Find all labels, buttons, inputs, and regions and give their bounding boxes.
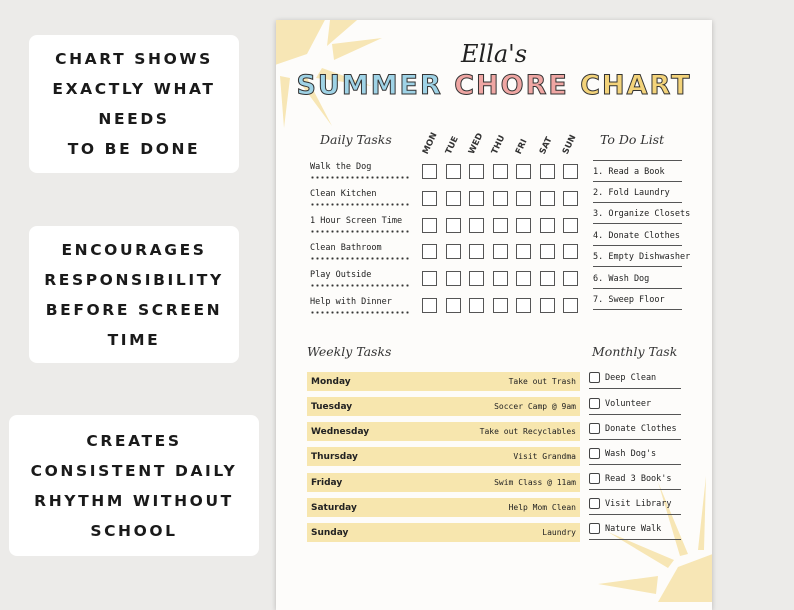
dotted-line xyxy=(310,257,410,260)
day-checkbox[interactable] xyxy=(422,298,437,313)
day-checkbox[interactable] xyxy=(422,271,437,286)
day-checkbox[interactable] xyxy=(516,164,531,179)
todo-rule xyxy=(593,309,682,310)
monthly-item-label: Nature Walk xyxy=(605,523,662,534)
day-header: THU xyxy=(489,133,508,156)
todo-rule xyxy=(593,223,682,224)
monthly-item-label: Deep Clean xyxy=(605,372,657,383)
daily-tasks-heading: Daily Tasks xyxy=(320,132,392,147)
day-checkbox[interactable] xyxy=(446,298,461,313)
monthly-rule xyxy=(589,414,681,415)
monthly-item xyxy=(589,448,656,459)
weekly-row xyxy=(307,372,580,391)
monthly-checkbox[interactable] xyxy=(589,473,600,484)
monthly-rule xyxy=(589,539,681,540)
daily-task-label: Walk the Dog xyxy=(310,162,372,172)
daily-task-label: Clean Bathroom xyxy=(310,243,382,253)
monthly-item xyxy=(589,498,672,509)
callout-line: TO BE DONE xyxy=(67,140,201,158)
monthly-item-label: Visit Library xyxy=(605,498,672,509)
day-checkbox[interactable] xyxy=(469,218,484,233)
day-checkbox[interactable] xyxy=(493,271,508,286)
day-header: SUN xyxy=(560,133,579,156)
day-checkbox[interactable] xyxy=(493,218,508,233)
callout-line: SCHOOL xyxy=(90,521,178,540)
weekly-day: Friday xyxy=(311,477,343,488)
todo-heading: To Do List xyxy=(600,132,665,147)
chore-chart-sheet xyxy=(276,20,712,610)
day-checkbox[interactable] xyxy=(516,218,531,233)
day-checkbox[interactable] xyxy=(446,271,461,286)
weekly-task: Take out Recyclables xyxy=(479,427,576,436)
callout-line: TIME xyxy=(107,330,161,349)
callout-line: ENCOURAGES xyxy=(61,240,207,259)
day-checkbox[interactable] xyxy=(540,271,555,286)
day-checkbox[interactable] xyxy=(422,164,437,179)
monthly-item xyxy=(589,372,656,383)
day-checkbox[interactable] xyxy=(493,244,508,259)
callout-card-2 xyxy=(29,226,239,363)
monthly-item xyxy=(589,423,677,434)
monthly-heading: Monthly Task xyxy=(592,344,678,359)
title-word: CHART xyxy=(580,70,692,101)
todo-item: 2. Fold Laundry xyxy=(593,188,670,198)
weekly-tasks-heading: Weekly Tasks xyxy=(307,344,392,359)
chart-title xyxy=(276,70,712,101)
title-word: SUMMER xyxy=(296,70,443,101)
weekly-day: Thursday xyxy=(311,451,358,462)
day-checkbox[interactable] xyxy=(563,271,578,286)
todo-rule xyxy=(593,288,682,289)
day-checkbox[interactable] xyxy=(540,164,555,179)
dotted-line xyxy=(310,176,410,179)
monthly-item-label: Volunteer xyxy=(605,398,652,409)
callout-line: CREATES xyxy=(86,431,182,450)
callout-line: CHART SHOWS xyxy=(55,50,213,68)
day-checkbox[interactable] xyxy=(516,298,531,313)
day-checkbox[interactable] xyxy=(493,298,508,313)
weekly-task: Laundry xyxy=(542,528,576,537)
todo-item: 5. Empty Dishwasher xyxy=(593,252,691,262)
weekly-day: Monday xyxy=(311,376,351,387)
weekly-day: Wednesday xyxy=(311,426,370,437)
weekly-row xyxy=(307,397,580,416)
day-checkbox[interactable] xyxy=(540,244,555,259)
dotted-line xyxy=(310,311,410,314)
monthly-item-label: Read 3 Book's xyxy=(605,473,672,484)
day-checkbox[interactable] xyxy=(469,164,484,179)
callout-card-3 xyxy=(9,415,259,556)
day-header: WED xyxy=(466,131,486,156)
day-header: MON xyxy=(420,131,440,156)
day-checkbox[interactable] xyxy=(516,191,531,206)
weekly-row xyxy=(307,498,580,517)
day-checkbox[interactable] xyxy=(563,191,578,206)
day-checkbox[interactable] xyxy=(516,244,531,259)
monthly-item-label: Donate Clothes xyxy=(605,423,677,434)
weekly-task: Soccer Camp @ 9am xyxy=(494,402,576,411)
todo-rule xyxy=(593,266,682,267)
day-checkbox[interactable] xyxy=(469,191,484,206)
day-checkbox[interactable] xyxy=(422,218,437,233)
weekly-row xyxy=(307,473,580,492)
callout-line: BEFORE SCREEN xyxy=(45,300,223,319)
monthly-item-label: Wash Dog's xyxy=(605,448,657,459)
weekly-task: Visit Grandma xyxy=(513,452,576,461)
todo-item: 1. Read a Book xyxy=(593,167,665,177)
day-checkbox[interactable] xyxy=(540,191,555,206)
dotted-line xyxy=(310,284,410,287)
weekly-day: Saturday xyxy=(311,502,357,513)
day-checkbox[interactable] xyxy=(563,218,578,233)
day-header: SAT xyxy=(537,135,555,156)
daily-task-label: Play Outside xyxy=(310,270,372,280)
dotted-line xyxy=(310,203,410,206)
day-checkbox[interactable] xyxy=(446,218,461,233)
todo-item: 7. Sweep Floor xyxy=(593,295,665,305)
weekly-task: Help Mom Clean xyxy=(508,503,576,512)
todo-item: 3. Organize Closets xyxy=(593,209,691,219)
monthly-rule xyxy=(589,489,681,490)
day-checkbox[interactable] xyxy=(469,244,484,259)
day-checkbox[interactable] xyxy=(446,191,461,206)
monthly-rule xyxy=(589,388,681,389)
weekly-row xyxy=(307,447,580,466)
weekly-task: Swim Class @ 11am xyxy=(494,478,576,487)
monthly-rule xyxy=(589,514,681,515)
monthly-checkbox[interactable] xyxy=(589,498,600,509)
day-checkbox[interactable] xyxy=(540,218,555,233)
weekly-day: Tuesday xyxy=(311,401,353,412)
day-checkbox[interactable] xyxy=(446,244,461,259)
weekly-row xyxy=(307,422,580,441)
weekly-row xyxy=(307,523,580,542)
day-header: FRI xyxy=(513,137,530,156)
weekly-day: Sunday xyxy=(311,527,349,538)
monthly-item xyxy=(589,473,672,484)
day-checkbox[interactable] xyxy=(422,191,437,206)
todo-rule xyxy=(593,181,682,182)
monthly-checkbox[interactable] xyxy=(589,523,600,534)
monthly-checkbox[interactable] xyxy=(589,448,600,459)
callout-line: RESPONSIBILITY xyxy=(44,270,224,289)
day-checkbox[interactable] xyxy=(516,271,531,286)
monthly-rule xyxy=(589,439,681,440)
day-header: TUE xyxy=(443,134,461,156)
monthly-checkbox[interactable] xyxy=(589,398,600,409)
todo-rule xyxy=(593,160,682,161)
dotted-line xyxy=(310,230,410,233)
daily-task-label: 1 Hour Screen Time xyxy=(310,216,403,226)
sun-corner-icon xyxy=(588,472,712,602)
callout-card-1 xyxy=(29,35,239,173)
callout-line: NEEDS xyxy=(98,110,170,128)
monthly-checkbox[interactable] xyxy=(589,372,600,383)
day-checkbox[interactable] xyxy=(563,244,578,259)
day-checkbox[interactable] xyxy=(422,244,437,259)
day-checkbox[interactable] xyxy=(469,271,484,286)
monthly-item xyxy=(589,398,651,409)
child-name: Ella's xyxy=(460,40,528,68)
day-checkbox[interactable] xyxy=(493,164,508,179)
day-checkbox[interactable] xyxy=(563,298,578,313)
callout-line: EXACTLY WHAT xyxy=(52,80,216,98)
monthly-item xyxy=(589,523,661,534)
todo-rule xyxy=(593,245,682,246)
monthly-checkbox[interactable] xyxy=(589,423,600,434)
todo-item: 6. Wash Dog xyxy=(593,274,650,284)
day-checkbox[interactable] xyxy=(540,298,555,313)
weekly-task: Take out Trash xyxy=(508,377,576,386)
callout-line: RHYTHM WITHOUT xyxy=(34,491,234,510)
daily-task-label: Clean Kitchen xyxy=(310,189,377,199)
day-checkbox[interactable] xyxy=(469,298,484,313)
monthly-rule xyxy=(589,464,681,465)
callout-line: CONSISTENT DAILY xyxy=(30,461,238,480)
todo-rule xyxy=(593,202,682,203)
day-checkbox[interactable] xyxy=(446,164,461,179)
day-checkbox[interactable] xyxy=(493,191,508,206)
daily-task-label: Help with Dinner xyxy=(310,297,392,307)
todo-item: 4. Donate Clothes xyxy=(593,231,680,241)
title-word: CHORE xyxy=(454,70,569,101)
day-checkbox[interactable] xyxy=(563,164,578,179)
